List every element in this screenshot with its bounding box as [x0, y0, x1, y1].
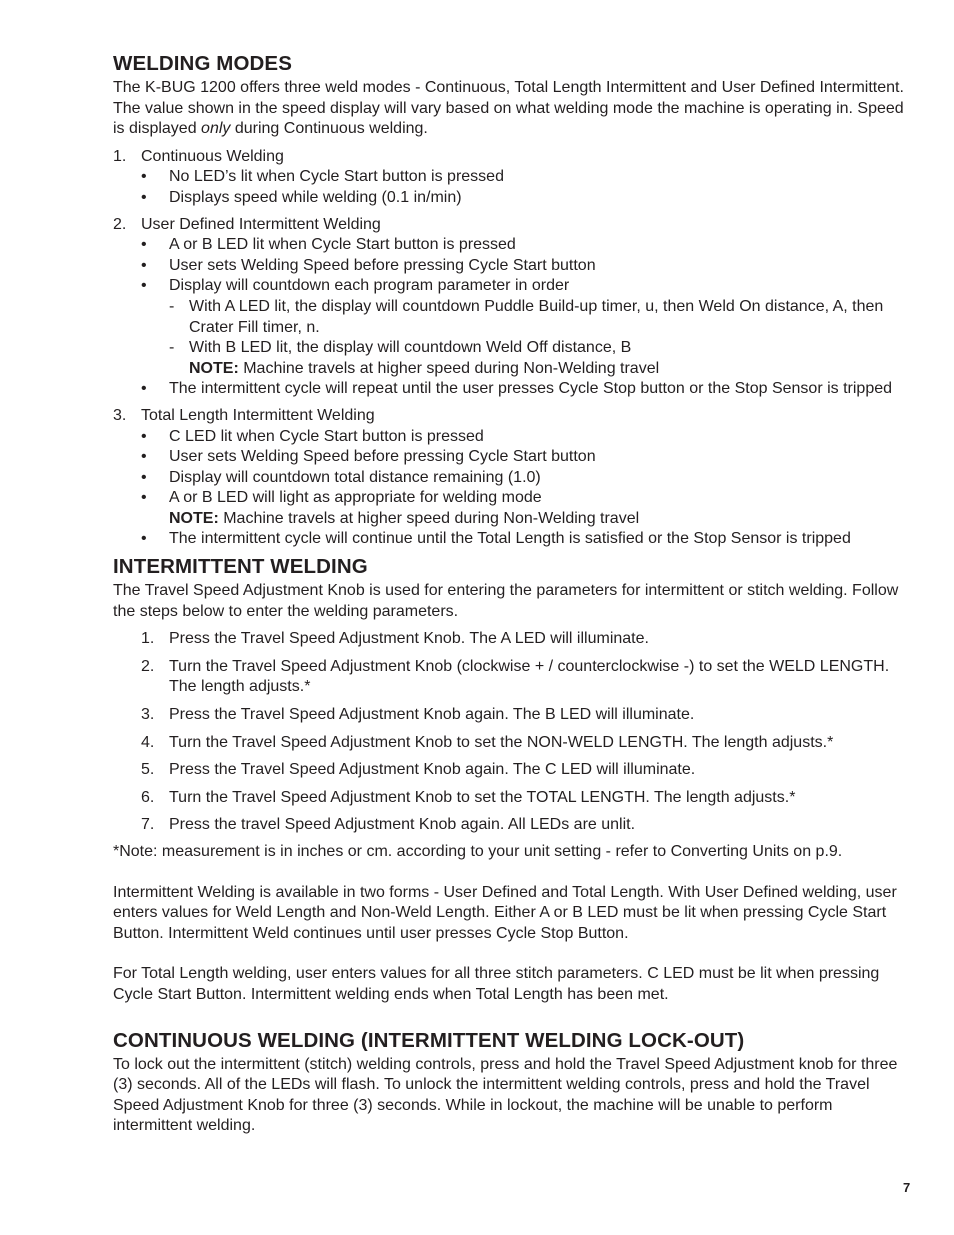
list-item: • Display will countdown each program parameter in order - With A LED lit, the display will countdown Puddle Build-up timer, u, then Weld On distance, A, then Crater Fill timer, n. - With B LED lit, the display will countdown Weld Off distance, B NOTE: Machine travels at higher speed during Non-Welding travel: [141, 276, 908, 379]
units-footnote: *Note: measurement is in inches or cm. according to your unit setting - refer to Converting Units on p.9.: [113, 843, 843, 860]
list-item: • The intermittent cycle will repeat until the user presses Cycle Stop button or the Stop Sensor is tripped: [141, 380, 893, 398]
list-item: • A or B LED will light as appropriate for welding mode NOTE: Machine travels at higher speed during Non-Welding travel: [141, 489, 640, 527]
steps-list: [113, 629, 908, 836]
list-item: • C LED lit when Cycle Start button is pressed: [141, 427, 484, 445]
intro-emphasis: only: [201, 120, 231, 138]
step-item: 5. Press the Travel Speed Adjustment Knob again. The C LED will illuminate.: [141, 761, 696, 779]
list-item: • User sets Welding Speed before pressing Cycle Start button: [141, 256, 596, 274]
list-item: • No LED’s lit when Cycle Start button is pressed: [141, 168, 504, 186]
note-label: NOTE:: [169, 509, 219, 527]
intermittent-forms-paragraph: Intermittent Welding is available in two forms - User Defined and Total Length. With User Defined welding, user enters values for Weld Length and Non-Weld Length. Either A or B LED must be lit when pressing Cycle Start Button. Intermittent Weld continues until user presses Cycle Stop Button.: [113, 883, 897, 942]
bullet-list: [141, 167, 908, 208]
list-item: • The intermittent cycle will continue until the Total Length is satisfied or the Stop Sensor is tripped: [141, 530, 851, 548]
dash-item: - With A LED lit, the display will countdown Puddle Build-up timer, u, then Weld On distance, A, then Crater Fill timer, n.: [169, 297, 884, 336]
dash-list: [169, 297, 908, 379]
note-label: NOTE:: [189, 359, 239, 377]
mode-total-length: 3. Total Length Intermittent Welding • C LED lit when Cycle Start button is pressed • User sets Welding Speed before pressing Cycle Start button • Display will countdown total distance remaining (1.0) • A or B LED will light as appropriate for welding mode NOTE: Machine travels at higher speed during Non-Welding travel • The intermittent cycle will continue until the Total Length is satisfied or the Stop Sensor is tripped: [113, 406, 908, 550]
step-item: 4. Turn the Travel Speed Adjustment Knob to set the NON-WELD LENGTH. The length adjusts.*: [141, 733, 834, 751]
list-item: • A or B LED lit when Cycle Start button is pressed: [141, 236, 516, 254]
step-item: 7. Press the travel Speed Adjustment Knob again. All LEDs are unlit.: [141, 816, 636, 834]
list-item: • User sets Welding Speed before pressing Cycle Start button: [141, 448, 596, 466]
mode-continuous: 1. Continuous Welding • No LED’s lit when Cycle Start button is pressed • Displays speed while welding (0.1 in/min): [113, 147, 908, 209]
total-length-paragraph: For Total Length welding, user enters values for all three stitch parameters. C LED must be lit when pressing Cycle Start Button. Intermittent welding ends when Total Length has been met.: [113, 965, 880, 1003]
page-number: 7: [903, 1180, 911, 1195]
step-item: 3. Press the Travel Speed Adjustment Knob again. The B LED will illuminate.: [141, 706, 695, 724]
step-item: 1. Press the Travel Speed Adjustment Knob. The A LED will illuminate.: [141, 630, 649, 648]
lockout-paragraph: To lock out the intermittent (stitch) welding controls, press and hold the Travel Speed Adjustment knob for three (3) seconds. All of the LEDs will flash. To unlock the intermittent welding controls, press and hold the Travel Speed Adjustment Knob for three (3) seconds. While in lockout, the machine will be unable to perform intermittent welding.: [113, 1055, 898, 1135]
mode-user-defined: 2. User Defined Intermittent Welding • A or B LED lit when Cycle Start button is pressed • User sets Welding Speed before pressing Cycle Start button • Display will countdown each program parameter in order - With A LED lit, the display will countdown Puddle Build-up timer, u, then Weld On distance, A, then Crater Fill timer, n. - With B LED lit, the display will countdown Weld Off distance, B NOTE: Machine travels at higher speed during Non-Welding travel • The intermittent cycle will repeat until the user presses Cycle Stop button or the Stop Sensor is tripped: [113, 215, 908, 400]
bullet-list: [141, 427, 908, 551]
intermittent-welding-heading: INTERMITTENT WELDING: [113, 555, 368, 579]
page-content: [113, 52, 908, 1137]
step-item: 6. Turn the Travel Speed Adjustment Knob to set the TOTAL LENGTH. The length adjusts.*: [141, 788, 796, 806]
mode-title: Continuous Welding: [141, 147, 284, 165]
list-item: • Displays speed while welding (0.1 in/min): [141, 188, 462, 206]
continuous-welding-heading: CONTINUOUS WELDING (INTERMITTENT WELDING LOCK-OUT): [113, 1028, 745, 1052]
list-item: • Display will countdown total distance remaining (1.0): [141, 468, 541, 486]
intermittent-intro: The Travel Speed Adjustment Knob is used for entering the parameters for intermittent or stitch welding. Follow the steps below to enter the welding parameters.: [113, 582, 899, 620]
welding-modes-intro: The K-BUG 1200 offers three weld modes - Continuous, Total Length Intermittent and User Defined Intermittent. The value shown in the speed display will vary based on what welding mode the machine is operating in. Speed is displayed only during Continuous welding.: [113, 79, 904, 138]
dash-item: - With B LED lit, the display will countdown Weld Off distance, B NOTE: Machine travels at higher speed during Non-Welding travel: [169, 339, 660, 377]
mode-title: User Defined Intermittent Welding: [141, 215, 381, 233]
mode-title: Total Length Intermittent Welding: [141, 406, 375, 424]
step-item: 2. Turn the Travel Speed Adjustment Knob (clockwise + / counterclockwise -) to set the WELD LENGTH. The length adjusts.*: [141, 657, 890, 696]
bullet-list: [141, 235, 908, 400]
welding-modes-heading: WELDING MODES: [113, 52, 292, 75]
